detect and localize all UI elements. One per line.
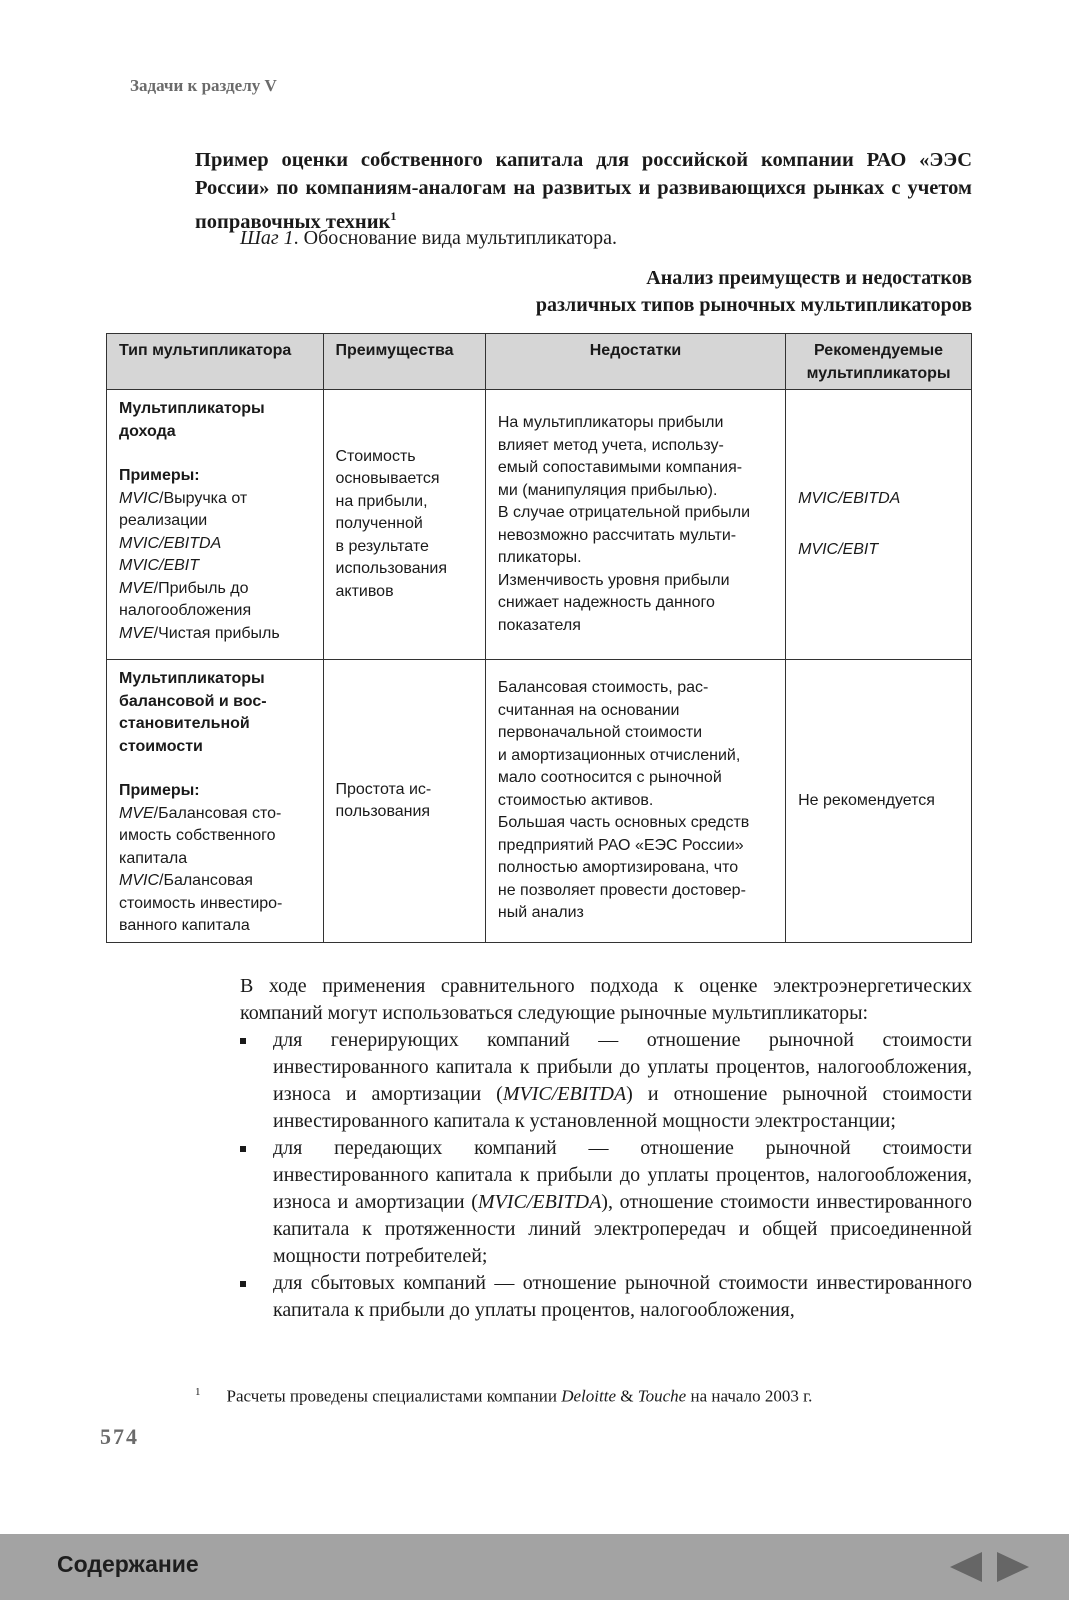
disadvantages-cell: На мультипликаторы прибыли влияет метод учета, использу- емый сопоставимыми компания- ми (манипуляция прибылью). В случае отрицательной прибыли невозможно рассчитать мульти- пликаторы. Изменчивость уровня прибыли снижает надежность данного показателя [485,390,785,660]
intro-paragraph: В ходе применения сравнительного подхода к оценке электроэнергетических компаний могут использоваться следующие рыночные мультипликаторы: [240,975,972,1024]
next-page-arrow-icon[interactable] [997,1552,1029,1582]
table-title-line1: Анализ преимуществ и недостатков [646,267,972,289]
type-cell [107,660,324,943]
header-advantages: Преимущества [323,334,485,390]
list-item: для генерирующих компаний — отношение рыночной стоимости инвестированного капитала к прибыли до уплаты процентов, налогообложения, износа и амортизации (MVIC/EBITDA) и отношение рыночной стоимости инвестированного капитала к установленной мощности электростанции; [240,1027,972,1135]
footnote-ref: 1 [390,209,397,223]
example-item: MVIC/Выручка от реализации [119,489,248,529]
advantages-cell: Простота ис- пользования [323,660,485,943]
step-label: Шаг 1 [240,227,294,249]
navigation-bar [0,1534,1069,1600]
example-item: MVE/Чистая прибыль [119,624,280,642]
previous-page-arrow-icon[interactable] [950,1552,982,1582]
list-item: для передающих компаний — отношение рыночной стоимости инвестированного капитала к прибыли до уплаты процентов, налогообложения, износа и амортизации (MVIC/EBITDA), отношение стоимости инвестированного капитала к протяженности линий электропередач и общей присоединенной мощности потребителей; [240,1135,972,1270]
table-title [536,265,972,319]
running-head: Задачи к разделу V [130,76,277,95]
bullet-square-icon [240,1281,246,1287]
list-item: для сбытовых компаний — отношение рыночной стоимости инвестированного капитала к прибыли до уплаты процентов, налогообложения, [240,1270,972,1324]
recommended-cell [786,390,972,660]
header-type: Тип мультипликатора [107,334,324,390]
group-title: Мультипликаторы балансовой и вос- становительной стоимости [119,670,267,755]
group-title: Мультипликаторы дохода [119,400,265,440]
table-row [107,390,972,660]
recommended-item: MVIC/EBITDA [798,490,901,507]
example-item: MVIC/EBIT [119,557,200,574]
bullet-list [240,1027,972,1324]
table-header-row [107,334,972,390]
footnote: $^1$ Расчеты проведены специалистами компании Deloitte & Touche на начало 2003 г. [195,1386,813,1406]
section-heading [195,146,972,236]
recommended-item: MVIC/EBIT [798,540,879,558]
body-text [240,973,972,1324]
step-text: . Обоснование вида мультипликатора. [293,227,617,249]
table-title-line2: различных типов рыночных мультипликаторов [535,294,972,316]
type-cell [107,390,324,660]
example-item: MVIC/Балансовая стоимость инвестиро- ванного капитала [119,872,283,934]
examples-label: Примеры: [119,782,200,799]
header-recommended: Рекомендуемые мультипликаторы [786,334,972,390]
contents-link[interactable]: Содержание [57,1551,199,1577]
table-row [107,660,972,943]
page-number: 574 [100,1424,139,1449]
heading-text: Пример оценки собственного капитала для российской компании РАО «ЭЭС России» по компаниям-аналогам на развитых и развивающихся рынках с учетом поправочных техник [195,149,972,233]
examples-label: Примеры: [119,467,200,484]
disadvantages-cell: Балансовая стоимость, рас- считанная на основании первоначальной стоимости и амортизационных отчислений, мало соотносится с рыночной стоимостью активов. Большая часть основных средств предприятий РАО «ЕЭС России» полностью амортизирована, что не позволяет провести достовер- ный анализ [485,660,785,943]
step-line [240,227,617,250]
footnote-number: 1 [195,1386,201,1398]
example-item: MVE/Прибыль до налогообложения [119,579,252,619]
example-item: MVIC/EBITDA [119,534,222,552]
header-disadvantages: Недостатки [485,334,785,390]
recommended-cell: Не рекомендуется [786,660,972,943]
advantages-cell: Стоимость основывается на прибыли, полученной в результате использования активов [323,390,485,660]
example-item: MVE/Балансовая сто- имость собственного капитала [119,804,282,867]
multiplier-comparison-table [106,333,972,943]
bullet-square-icon [240,1146,246,1152]
bullet-square-icon [240,1038,246,1044]
